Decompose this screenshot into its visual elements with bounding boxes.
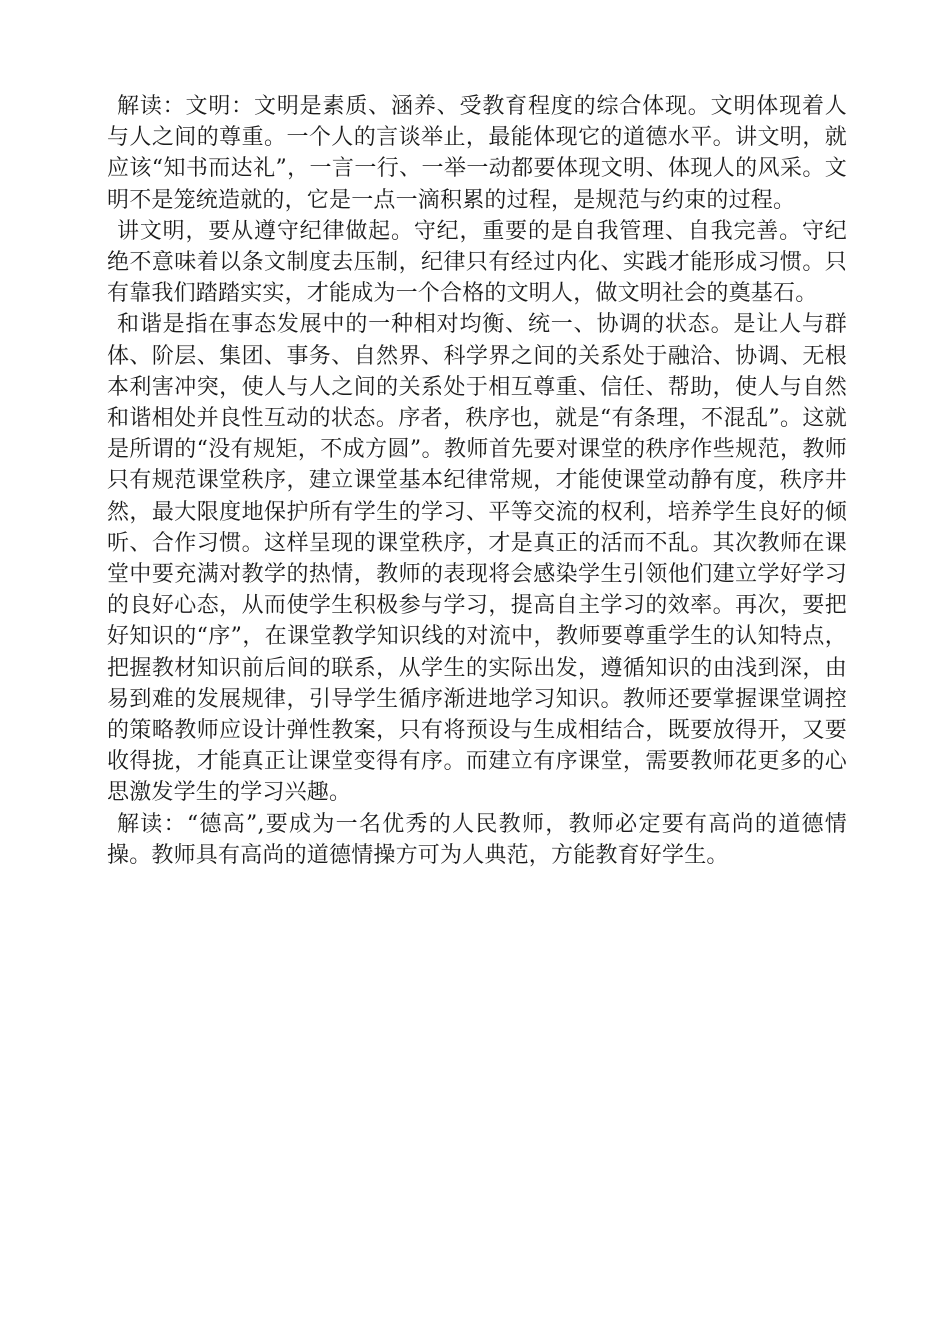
paragraph-virtue-interpretation: 解读：“德高”,要成为一名优秀的人民教师，教师必定要有高尚的道德情操。教师具有高尚的道德情操方可为人典范，方能教育好学生。	[107, 811, 847, 868]
paragraph-civility-interpretation: 解读：文明：文明是素质、涵养、受教育程度的综合体现。文明体现着人与人之间的尊重。一个人的言谈举止，最能体现它的道德水平。讲文明，就应该“知书而达礼”，一言一行、一举一动都要体现文明、体现人的风采。文明不是笼统造就的，它是一点一滴积累的过程，是规范与约束的过程。	[107, 94, 847, 213]
paragraph-harmony-order: 和谐是指在事态发展中的一种相对均衡、统一、协调的状态。是让人与群体、阶层、集团、事务、自然界、科学界之间的关系处于融洽、协调、无根本利害冲突，使人与人之间的关系处于相互尊重、信任、帮助，使人与自然和谐相处并良性互动的状态。序者，秩序也，就是“有条理，不混乱”。这就是所谓的“没有规矩，不成方圆”。教师首先要对课堂的秩序作些规范，教师只有规范课堂秩序，建立课堂基本纪律常规，才能使课堂动静有度，秩序井然，最大限度地保护所有学生的学习、平等交流的权利，培养学生良好的倾听、合作习惯。这样呈现的课堂秩序，才是真正的活而不乱。其次教师在课堂中要充满对教学的热情，教师的表现将会感染学生引领他们建立学好学习的良好心态，从而使学生积极参与学习，提高自主学习的效率。再次，要把好知识的“序”，在课堂教学知识线的对流中，教师要尊重学生的认知特点，把握教材知识前后间的联系，从学生的实际出发，遵循知识的由浅到深，由易到难的发展规律，引导学生循序渐进地学习知识。教师还要掌握课堂调控的策略教师应设计弹性教案，只有将预设与生成相结合，既要放得开，又要收得拢，才能真正让课堂变得有序。而建立有序课堂，需要教师花更多的心思激发学生的学习兴趣。	[107, 312, 847, 806]
document-body	[107, 91, 847, 871]
paragraph-discipline: 讲文明，要从遵守纪律做起。守纪，重要的是自我管理、自我完善。守纪绝不意味着以条文制度去压制，纪律只有经过内化、实践才能形成习惯。只有靠我们踏踏实实，才能成为一个合格的文明人，做文明社会的奠基石。	[107, 218, 847, 307]
